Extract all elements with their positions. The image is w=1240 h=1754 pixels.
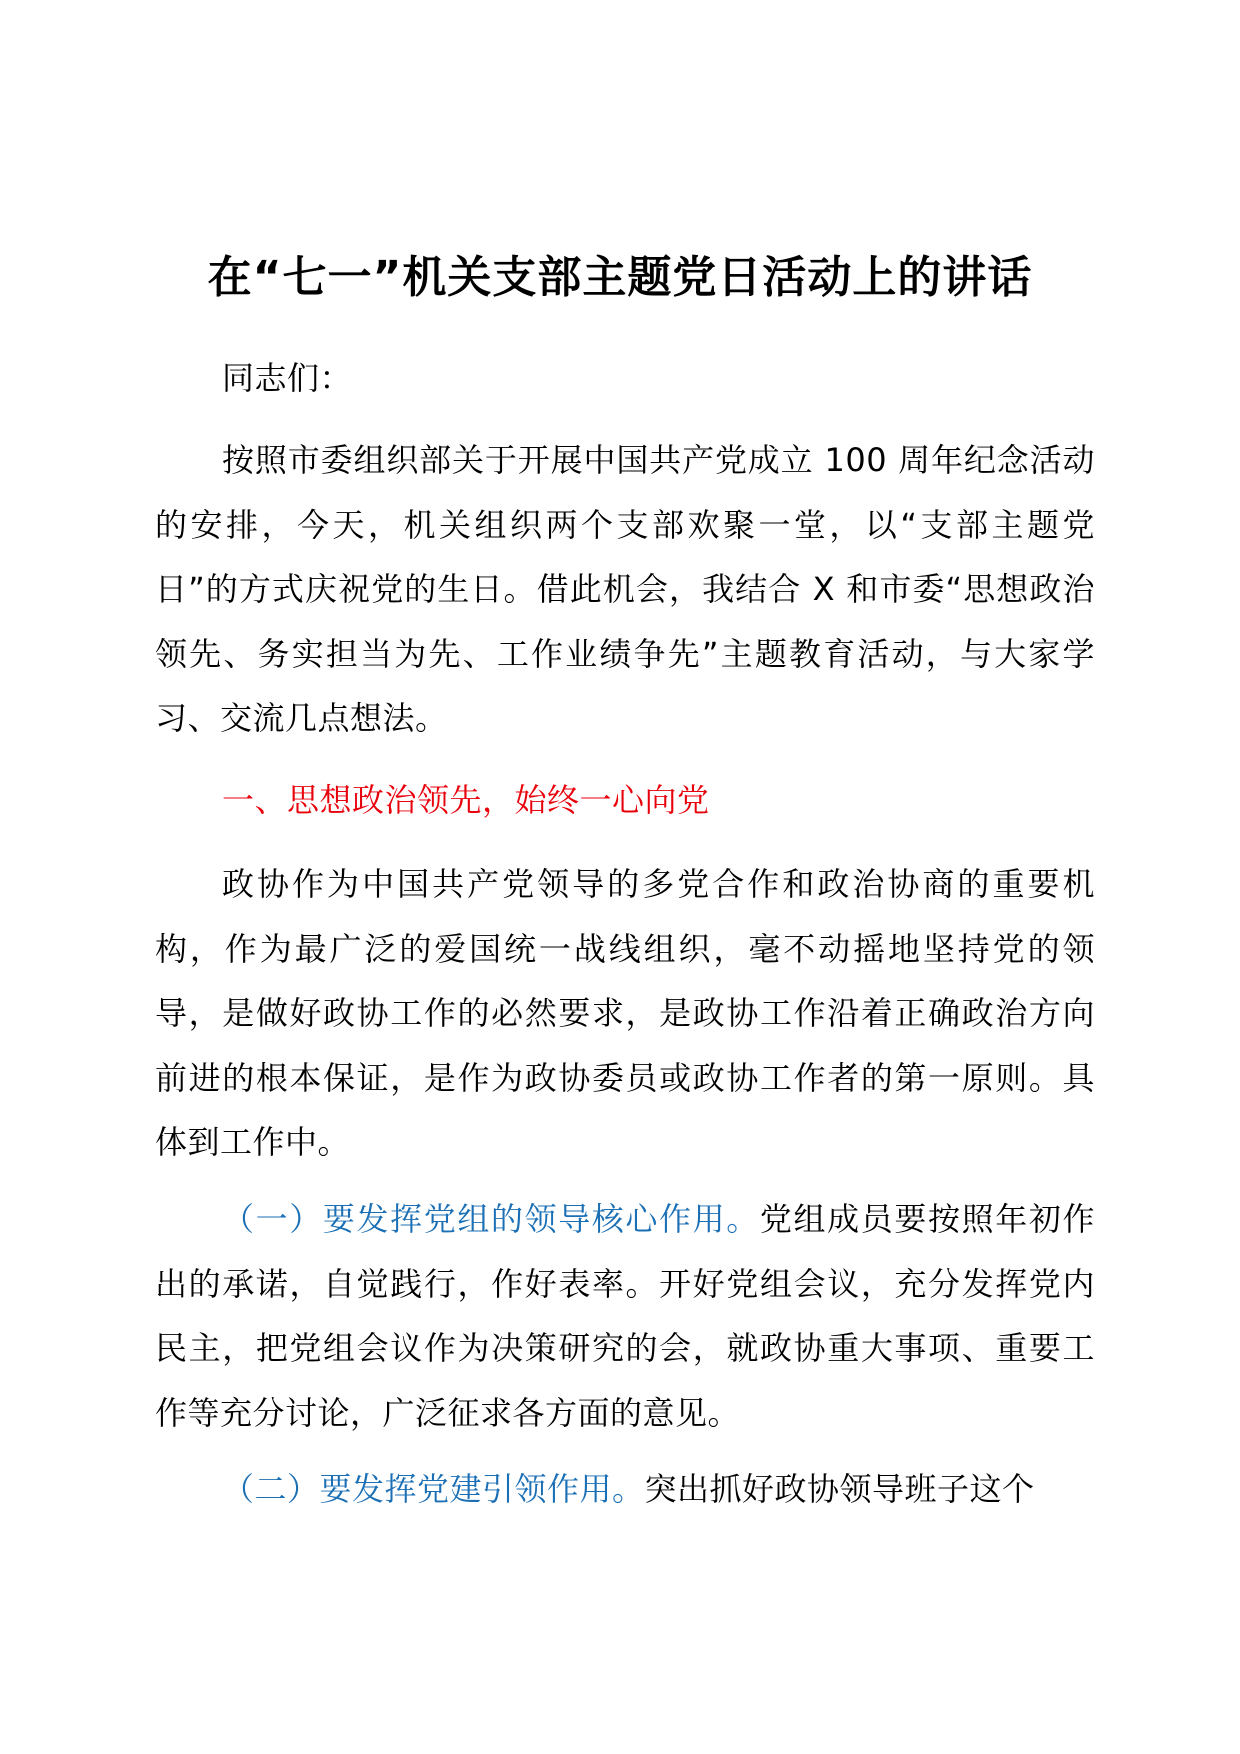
salutation: 同志们： — [222, 359, 353, 397]
intro-paragraph: 按照市委组织部关于开展中国共产党成立 100 周年纪念活动的安排，今天，机关组织两个支部欢聚一堂，以“支部主题党日”的方式庆祝党的生日。借此机会，我结合 X 和市委“思想政治领先、务实担当为先、工作业绩争先”主题教育活动，与大家学习、交流几点想法。 — [155, 441, 1095, 737]
subsection-one-heading: （一）要发挥党组的领导核心作用。 — [222, 1200, 760, 1238]
subsection-two-heading: （二）要发挥党建引领作用。 — [222, 1470, 645, 1508]
subsection-two-paragraph — [155, 1457, 1095, 1522]
subsection-two-text: 突出抓好政协领导班子这个 — [644, 1470, 1035, 1508]
subsection-one-text: 党组成员要按照年初作出的承诺，自觉践行，作好表率。开好党组会议，充分发挥党内民主，把党组会议作为决策研究的会，就政协重大事项、重要工作等充分讨论，广泛征求各方面的意见。 — [155, 1200, 1095, 1432]
section-one-paragraph: 政协作为中国共产党领导的多党合作和政治协商的重要机构，作为最广泛的爱国统一战线组织，毫不动摇地坚持党的领导，是做好政协工作的必然要求，是政协工作沿着正确政治方向前进的根本保证，是作为政协委员或政协工作者的第一原则。具体到工作中。 — [155, 865, 1095, 1161]
section-one-heading: 一、思想政治领先，始终一心向党 — [222, 781, 710, 819]
subsection-one-paragraph — [155, 1187, 1095, 1445]
document-title: 在“七一”机关支部主题党日活动上的讲话 — [207, 252, 1033, 303]
